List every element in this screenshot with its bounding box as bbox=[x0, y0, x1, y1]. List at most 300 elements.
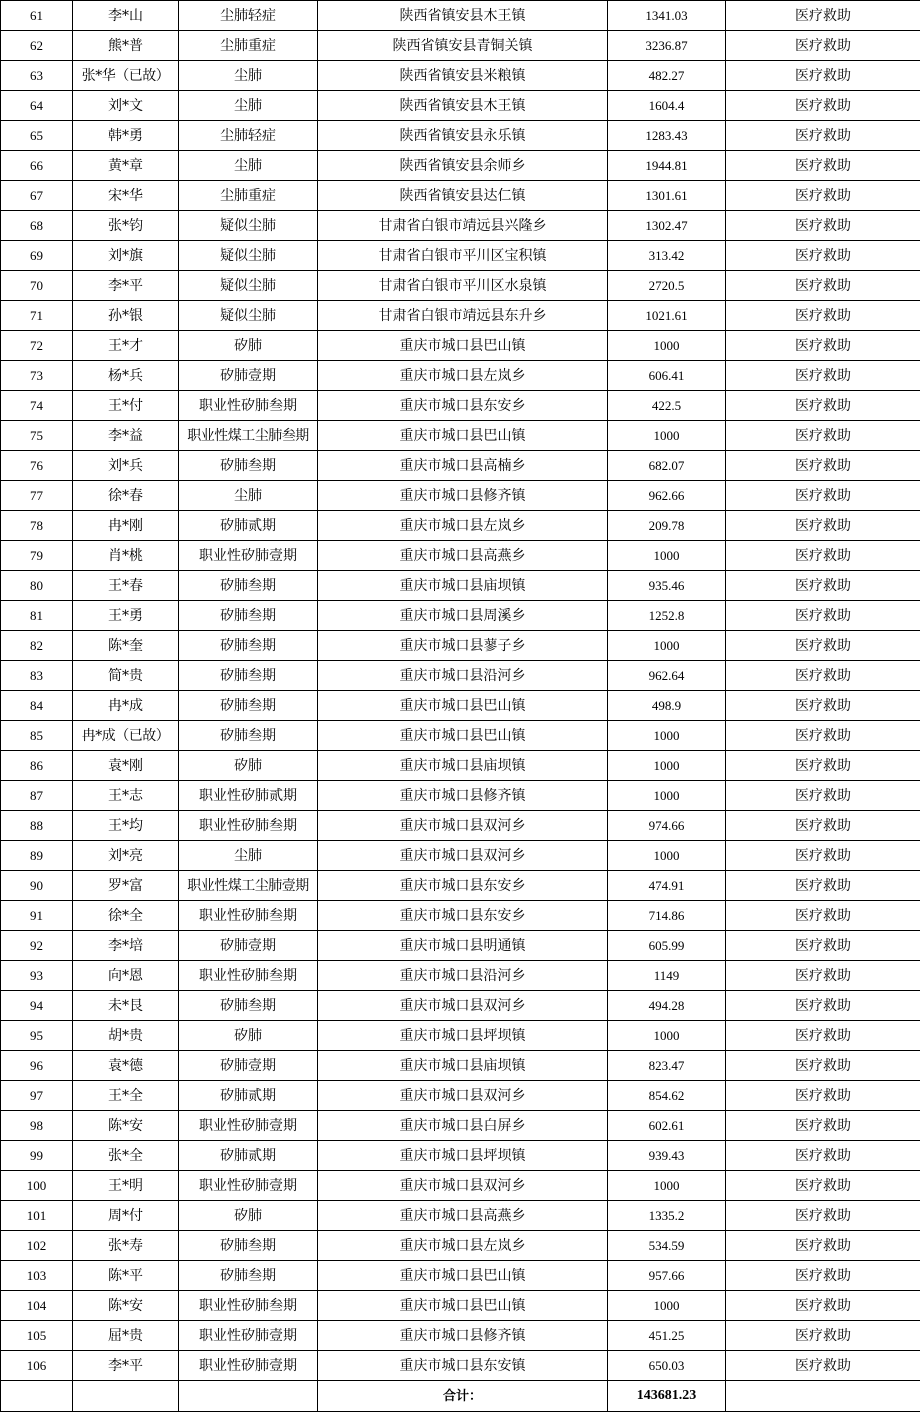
aid-type-cell: 医疗救助 bbox=[726, 1231, 920, 1261]
diagnosis-cell: 职业性矽肺贰期 bbox=[179, 781, 318, 811]
table-row bbox=[1, 241, 920, 271]
total-row bbox=[1, 1381, 920, 1412]
aid-amount-cell: 935.46 bbox=[608, 571, 726, 601]
address-cell: 甘肃省白银市平川区水泉镇 bbox=[318, 271, 608, 301]
aid-amount-cell: 1000 bbox=[608, 631, 726, 661]
diagnosis-cell: 疑似尘肺 bbox=[179, 271, 318, 301]
aid-type-cell: 医疗救助 bbox=[726, 361, 920, 391]
recipient-name-cell: 冉*刚 bbox=[73, 511, 179, 541]
row-number-cell: 94 bbox=[1, 991, 73, 1021]
aid-type-cell: 医疗救助 bbox=[726, 1291, 920, 1321]
recipient-name-cell: 陈*奎 bbox=[73, 631, 179, 661]
diagnosis-cell: 矽肺壹期 bbox=[179, 931, 318, 961]
diagnosis-cell: 矽肺叁期 bbox=[179, 991, 318, 1021]
address-cell: 甘肃省白银市靖远县兴隆乡 bbox=[318, 211, 608, 241]
table-row bbox=[1, 301, 920, 331]
row-number-cell: 99 bbox=[1, 1141, 73, 1171]
recipient-name-cell: 王*均 bbox=[73, 811, 179, 841]
table-row bbox=[1, 1081, 920, 1111]
aid-type-cell: 医疗救助 bbox=[726, 1261, 920, 1291]
aid-amount-cell: 3236.87 bbox=[608, 31, 726, 61]
aid-amount-cell: 962.64 bbox=[608, 661, 726, 691]
row-number-cell: 66 bbox=[1, 151, 73, 181]
total-label: 合计： bbox=[318, 1381, 608, 1412]
table-row bbox=[1, 481, 920, 511]
address-cell: 重庆市城口县白屏乡 bbox=[318, 1111, 608, 1141]
address-cell: 重庆市城口县双河乡 bbox=[318, 841, 608, 871]
row-number-cell: 85 bbox=[1, 721, 73, 751]
aid-amount-cell: 498.9 bbox=[608, 691, 726, 721]
diagnosis-cell: 矽肺叁期 bbox=[179, 631, 318, 661]
aid-type-cell: 医疗救助 bbox=[726, 511, 920, 541]
aid-amount-cell: 1000 bbox=[608, 781, 726, 811]
address-cell: 重庆市城口县东安乡 bbox=[318, 901, 608, 931]
recipient-name-cell: 杨*兵 bbox=[73, 361, 179, 391]
diagnosis-cell: 职业性矽肺叁期 bbox=[179, 811, 318, 841]
table-body bbox=[1, 1, 920, 1381]
diagnosis-cell: 职业性煤工尘肺叁期 bbox=[179, 421, 318, 451]
row-number-cell: 71 bbox=[1, 301, 73, 331]
row-number-cell: 103 bbox=[1, 1261, 73, 1291]
diagnosis-cell: 矽肺叁期 bbox=[179, 1231, 318, 1261]
recipient-name-cell: 王*才 bbox=[73, 331, 179, 361]
recipient-name-cell: 陈*安 bbox=[73, 1291, 179, 1321]
row-number-cell: 87 bbox=[1, 781, 73, 811]
row-number-cell: 97 bbox=[1, 1081, 73, 1111]
aid-type-cell: 医疗救助 bbox=[726, 1081, 920, 1111]
aid-amount-cell: 482.27 bbox=[608, 61, 726, 91]
table-row bbox=[1, 1201, 920, 1231]
table-row bbox=[1, 841, 920, 871]
aid-amount-cell: 962.66 bbox=[608, 481, 726, 511]
aid-type-cell: 医疗救助 bbox=[726, 1321, 920, 1351]
row-number-cell: 101 bbox=[1, 1201, 73, 1231]
recipient-name-cell: 王*明 bbox=[73, 1171, 179, 1201]
diagnosis-cell: 疑似尘肺 bbox=[179, 211, 318, 241]
aid-type-cell: 医疗救助 bbox=[726, 241, 920, 271]
aid-type-cell: 医疗救助 bbox=[726, 961, 920, 991]
table-row bbox=[1, 751, 920, 781]
aid-amount-cell: 682.07 bbox=[608, 451, 726, 481]
diagnosis-cell: 矽肺壹期 bbox=[179, 361, 318, 391]
aid-type-cell: 医疗救助 bbox=[726, 571, 920, 601]
table-row bbox=[1, 511, 920, 541]
recipient-name-cell: 张*钧 bbox=[73, 211, 179, 241]
recipient-name-cell: 陈*安 bbox=[73, 1111, 179, 1141]
address-cell: 重庆市城口县东安乡 bbox=[318, 871, 608, 901]
table-row bbox=[1, 1051, 920, 1081]
table-row bbox=[1, 391, 920, 421]
aid-amount-cell: 1000 bbox=[608, 721, 726, 751]
address-cell: 重庆市城口县高楠乡 bbox=[318, 451, 608, 481]
row-number-cell: 73 bbox=[1, 361, 73, 391]
row-number-cell: 106 bbox=[1, 1351, 73, 1381]
diagnosis-cell: 尘肺 bbox=[179, 151, 318, 181]
diagnosis-cell: 职业性矽肺叁期 bbox=[179, 901, 318, 931]
diagnosis-cell: 矽肺叁期 bbox=[179, 661, 318, 691]
aid-amount-cell: 1252.8 bbox=[608, 601, 726, 631]
row-number-cell: 105 bbox=[1, 1321, 73, 1351]
total-empty-cell bbox=[1, 1381, 73, 1412]
address-cell: 重庆市城口县巴山镇 bbox=[318, 1261, 608, 1291]
table-row bbox=[1, 361, 920, 391]
aid-amount-cell: 1021.61 bbox=[608, 301, 726, 331]
row-number-cell: 96 bbox=[1, 1051, 73, 1081]
diagnosis-cell: 尘肺轻症 bbox=[179, 1, 318, 31]
aid-type-cell: 医疗救助 bbox=[726, 211, 920, 241]
recipient-name-cell: 陈*平 bbox=[73, 1261, 179, 1291]
address-cell: 重庆市城口县修齐镇 bbox=[318, 1321, 608, 1351]
address-cell: 重庆市城口县修齐镇 bbox=[318, 781, 608, 811]
aid-amount-cell: 1000 bbox=[608, 841, 726, 871]
aid-amount-cell: 2720.5 bbox=[608, 271, 726, 301]
recipient-name-cell: 胡*贵 bbox=[73, 1021, 179, 1051]
row-number-cell: 88 bbox=[1, 811, 73, 841]
aid-type-cell: 医疗救助 bbox=[726, 151, 920, 181]
aid-amount-cell: 422.5 bbox=[608, 391, 726, 421]
total-empty-cell bbox=[726, 1381, 920, 1412]
row-number-cell: 91 bbox=[1, 901, 73, 931]
address-cell: 重庆市城口县双河乡 bbox=[318, 1171, 608, 1201]
address-cell: 重庆市城口县高燕乡 bbox=[318, 1201, 608, 1231]
diagnosis-cell: 矽肺叁期 bbox=[179, 451, 318, 481]
row-number-cell: 61 bbox=[1, 1, 73, 31]
address-cell: 重庆市城口县庙坝镇 bbox=[318, 571, 608, 601]
table-row bbox=[1, 811, 920, 841]
diagnosis-cell: 职业性矽肺壹期 bbox=[179, 1351, 318, 1381]
table-row bbox=[1, 1141, 920, 1171]
table-row bbox=[1, 661, 920, 691]
aid-type-cell: 医疗救助 bbox=[726, 661, 920, 691]
table-row bbox=[1, 331, 920, 361]
diagnosis-cell: 尘肺 bbox=[179, 841, 318, 871]
address-cell: 重庆市城口县坪坝镇 bbox=[318, 1021, 608, 1051]
aid-amount-cell: 1341.03 bbox=[608, 1, 726, 31]
diagnosis-cell: 职业性煤工尘肺壹期 bbox=[179, 871, 318, 901]
address-cell: 重庆市城口县庙坝镇 bbox=[318, 1051, 608, 1081]
diagnosis-cell: 疑似尘肺 bbox=[179, 241, 318, 271]
recipient-name-cell: 李*培 bbox=[73, 931, 179, 961]
aid-amount-cell: 1302.47 bbox=[608, 211, 726, 241]
diagnosis-cell: 疑似尘肺 bbox=[179, 301, 318, 331]
aid-amount-cell: 1000 bbox=[608, 421, 726, 451]
address-cell: 重庆市城口县巴山镇 bbox=[318, 691, 608, 721]
aid-type-cell: 医疗救助 bbox=[726, 451, 920, 481]
aid-type-cell: 医疗救助 bbox=[726, 1201, 920, 1231]
address-cell: 陕西省镇安县余师乡 bbox=[318, 151, 608, 181]
row-number-cell: 65 bbox=[1, 121, 73, 151]
aid-amount-cell: 1149 bbox=[608, 961, 726, 991]
aid-amount-cell: 957.66 bbox=[608, 1261, 726, 1291]
aid-amount-cell: 313.42 bbox=[608, 241, 726, 271]
table-row bbox=[1, 1231, 920, 1261]
address-cell: 重庆市城口县沿河乡 bbox=[318, 661, 608, 691]
address-cell: 甘肃省白银市平川区宝积镇 bbox=[318, 241, 608, 271]
address-cell: 重庆市城口县高燕乡 bbox=[318, 541, 608, 571]
aid-type-cell: 医疗救助 bbox=[726, 1111, 920, 1141]
diagnosis-cell: 矽肺 bbox=[179, 1021, 318, 1051]
recipient-name-cell: 向*恩 bbox=[73, 961, 179, 991]
recipient-name-cell: 刘*亮 bbox=[73, 841, 179, 871]
row-number-cell: 75 bbox=[1, 421, 73, 451]
diagnosis-cell: 职业性矽肺叁期 bbox=[179, 1291, 318, 1321]
recipient-name-cell: 袁*刚 bbox=[73, 751, 179, 781]
aid-type-cell: 医疗救助 bbox=[726, 1351, 920, 1381]
row-number-cell: 64 bbox=[1, 91, 73, 121]
aid-type-cell: 医疗救助 bbox=[726, 1021, 920, 1051]
diagnosis-cell: 职业性矽肺叁期 bbox=[179, 391, 318, 421]
aid-type-cell: 医疗救助 bbox=[726, 811, 920, 841]
diagnosis-cell: 矽肺叁期 bbox=[179, 571, 318, 601]
aid-amount-cell: 1604.4 bbox=[608, 91, 726, 121]
aid-type-cell: 医疗救助 bbox=[726, 391, 920, 421]
aid-amount-cell: 494.28 bbox=[608, 991, 726, 1021]
row-number-cell: 89 bbox=[1, 841, 73, 871]
diagnosis-cell: 矽肺壹期 bbox=[179, 1051, 318, 1081]
diagnosis-cell: 矽肺 bbox=[179, 331, 318, 361]
row-number-cell: 92 bbox=[1, 931, 73, 961]
aid-type-cell: 医疗救助 bbox=[726, 901, 920, 931]
aid-type-cell: 医疗救助 bbox=[726, 421, 920, 451]
address-cell: 重庆市城口县周溪乡 bbox=[318, 601, 608, 631]
row-number-cell: 77 bbox=[1, 481, 73, 511]
table-row bbox=[1, 1021, 920, 1051]
aid-type-cell: 医疗救助 bbox=[726, 871, 920, 901]
aid-amount-cell: 451.25 bbox=[608, 1321, 726, 1351]
table-row bbox=[1, 1261, 920, 1291]
address-cell: 重庆市城口县巴山镇 bbox=[318, 1291, 608, 1321]
row-number-cell: 82 bbox=[1, 631, 73, 661]
row-number-cell: 74 bbox=[1, 391, 73, 421]
table-row bbox=[1, 871, 920, 901]
address-cell: 重庆市城口县巴山镇 bbox=[318, 421, 608, 451]
address-cell: 陕西省镇安县达仁镇 bbox=[318, 181, 608, 211]
diagnosis-cell: 尘肺重症 bbox=[179, 181, 318, 211]
recipient-name-cell: 李*益 bbox=[73, 421, 179, 451]
diagnosis-cell: 矽肺叁期 bbox=[179, 601, 318, 631]
aid-amount-cell: 534.59 bbox=[608, 1231, 726, 1261]
diagnosis-cell: 矽肺叁期 bbox=[179, 691, 318, 721]
diagnosis-cell: 尘肺轻症 bbox=[179, 121, 318, 151]
aid-amount-cell: 823.47 bbox=[608, 1051, 726, 1081]
address-cell: 陕西省镇安县永乐镇 bbox=[318, 121, 608, 151]
total-amount: 143681.23 bbox=[608, 1381, 726, 1412]
diagnosis-cell: 矽肺贰期 bbox=[179, 1141, 318, 1171]
row-number-cell: 80 bbox=[1, 571, 73, 601]
aid-amount-cell: 1000 bbox=[608, 1291, 726, 1321]
address-cell: 重庆市城口县东安镇 bbox=[318, 1351, 608, 1381]
address-cell: 陕西省镇安县木王镇 bbox=[318, 1, 608, 31]
recipient-name-cell: 李*平 bbox=[73, 1351, 179, 1381]
address-cell: 重庆市城口县东安乡 bbox=[318, 391, 608, 421]
aid-amount-cell: 1000 bbox=[608, 751, 726, 781]
table-row bbox=[1, 991, 920, 1021]
address-cell: 重庆市城口县蓼子乡 bbox=[318, 631, 608, 661]
aid-type-cell: 医疗救助 bbox=[726, 121, 920, 151]
row-number-cell: 67 bbox=[1, 181, 73, 211]
aid-amount-cell: 1000 bbox=[608, 1021, 726, 1051]
diagnosis-cell: 矽肺叁期 bbox=[179, 1261, 318, 1291]
table-row bbox=[1, 1291, 920, 1321]
aid-amount-cell: 854.62 bbox=[608, 1081, 726, 1111]
row-number-cell: 63 bbox=[1, 61, 73, 91]
aid-amount-cell: 1000 bbox=[608, 1171, 726, 1201]
table-row bbox=[1, 931, 920, 961]
recipient-name-cell: 简*贵 bbox=[73, 661, 179, 691]
diagnosis-cell: 职业性矽肺壹期 bbox=[179, 1321, 318, 1351]
aid-type-cell: 医疗救助 bbox=[726, 1141, 920, 1171]
address-cell: 重庆市城口县修齐镇 bbox=[318, 481, 608, 511]
aid-type-cell: 医疗救助 bbox=[726, 181, 920, 211]
table-row bbox=[1, 211, 920, 241]
aid-type-cell: 医疗救助 bbox=[726, 541, 920, 571]
aid-type-cell: 医疗救助 bbox=[726, 931, 920, 961]
diagnosis-cell: 职业性矽肺壹期 bbox=[179, 541, 318, 571]
row-number-cell: 98 bbox=[1, 1111, 73, 1141]
diagnosis-cell: 矽肺贰期 bbox=[179, 1081, 318, 1111]
diagnosis-cell: 矽肺 bbox=[179, 751, 318, 781]
recipient-name-cell: 徐*全 bbox=[73, 901, 179, 931]
aid-type-cell: 医疗救助 bbox=[726, 31, 920, 61]
address-cell: 甘肃省白银市靖远县东升乡 bbox=[318, 301, 608, 331]
address-cell: 重庆市城口县左岚乡 bbox=[318, 511, 608, 541]
recipient-name-cell: 孙*银 bbox=[73, 301, 179, 331]
diagnosis-cell: 职业性矽肺壹期 bbox=[179, 1111, 318, 1141]
address-cell: 重庆市城口县双河乡 bbox=[318, 991, 608, 1021]
table-row bbox=[1, 451, 920, 481]
recipient-name-cell: 周*付 bbox=[73, 1201, 179, 1231]
aid-amount-cell: 605.99 bbox=[608, 931, 726, 961]
row-number-cell: 93 bbox=[1, 961, 73, 991]
diagnosis-cell: 职业性矽肺叁期 bbox=[179, 961, 318, 991]
row-number-cell: 95 bbox=[1, 1021, 73, 1051]
row-number-cell: 68 bbox=[1, 211, 73, 241]
row-number-cell: 81 bbox=[1, 601, 73, 631]
recipient-name-cell: 刘*文 bbox=[73, 91, 179, 121]
aid-amount-cell: 1000 bbox=[608, 541, 726, 571]
table-row bbox=[1, 961, 920, 991]
address-cell: 陕西省镇安县木王镇 bbox=[318, 91, 608, 121]
table-row bbox=[1, 61, 920, 91]
aid-type-cell: 医疗救助 bbox=[726, 751, 920, 781]
row-number-cell: 78 bbox=[1, 511, 73, 541]
table-row bbox=[1, 721, 920, 751]
diagnosis-cell: 尘肺 bbox=[179, 61, 318, 91]
diagnosis-cell: 尘肺 bbox=[179, 91, 318, 121]
row-number-cell: 79 bbox=[1, 541, 73, 571]
aid-type-cell: 医疗救助 bbox=[726, 1, 920, 31]
diagnosis-cell: 职业性矽肺壹期 bbox=[179, 1171, 318, 1201]
recipient-name-cell: 刘*兵 bbox=[73, 451, 179, 481]
aid-type-cell: 医疗救助 bbox=[726, 61, 920, 91]
aid-amount-cell: 1000 bbox=[608, 331, 726, 361]
address-cell: 重庆市城口县巴山镇 bbox=[318, 331, 608, 361]
row-number-cell: 102 bbox=[1, 1231, 73, 1261]
diagnosis-cell: 矽肺叁期 bbox=[179, 721, 318, 751]
address-cell: 陕西省镇安县青铜关镇 bbox=[318, 31, 608, 61]
recipient-name-cell: 肖*桃 bbox=[73, 541, 179, 571]
recipient-name-cell: 王*志 bbox=[73, 781, 179, 811]
address-cell: 陕西省镇安县米粮镇 bbox=[318, 61, 608, 91]
recipient-name-cell: 李*山 bbox=[73, 1, 179, 31]
table-row bbox=[1, 691, 920, 721]
aid-amount-cell: 1283.43 bbox=[608, 121, 726, 151]
recipient-name-cell: 屈*贵 bbox=[73, 1321, 179, 1351]
aid-type-cell: 医疗救助 bbox=[726, 781, 920, 811]
aid-type-cell: 医疗救助 bbox=[726, 601, 920, 631]
address-cell: 重庆市城口县巴山镇 bbox=[318, 721, 608, 751]
aid-type-cell: 医疗救助 bbox=[726, 721, 920, 751]
aid-type-cell: 医疗救助 bbox=[726, 991, 920, 1021]
aid-type-cell: 医疗救助 bbox=[726, 91, 920, 121]
total-empty-cell bbox=[73, 1381, 179, 1412]
recipient-name-cell: 张*寿 bbox=[73, 1231, 179, 1261]
address-cell: 重庆市城口县双河乡 bbox=[318, 1081, 608, 1111]
recipient-name-cell: 宋*华 bbox=[73, 181, 179, 211]
total-empty-cell bbox=[179, 1381, 318, 1412]
aid-amount-cell: 974.66 bbox=[608, 811, 726, 841]
aid-amount-cell: 1301.61 bbox=[608, 181, 726, 211]
table-row bbox=[1, 631, 920, 661]
row-number-cell: 62 bbox=[1, 31, 73, 61]
recipient-name-cell: 熊*普 bbox=[73, 31, 179, 61]
row-number-cell: 100 bbox=[1, 1171, 73, 1201]
row-number-cell: 69 bbox=[1, 241, 73, 271]
diagnosis-cell: 矽肺贰期 bbox=[179, 511, 318, 541]
address-cell: 重庆市城口县坪坝镇 bbox=[318, 1141, 608, 1171]
row-number-cell: 90 bbox=[1, 871, 73, 901]
table-row bbox=[1, 541, 920, 571]
address-cell: 重庆市城口县双河乡 bbox=[318, 811, 608, 841]
recipient-name-cell: 冉*成（已故） bbox=[73, 721, 179, 751]
aid-type-cell: 医疗救助 bbox=[726, 1171, 920, 1201]
aid-type-cell: 医疗救助 bbox=[726, 331, 920, 361]
table-row bbox=[1, 1171, 920, 1201]
row-number-cell: 70 bbox=[1, 271, 73, 301]
aid-amount-cell: 602.61 bbox=[608, 1111, 726, 1141]
aid-amount-cell: 939.43 bbox=[608, 1141, 726, 1171]
recipient-name-cell: 袁*德 bbox=[73, 1051, 179, 1081]
address-cell: 重庆市城口县沿河乡 bbox=[318, 961, 608, 991]
address-cell: 重庆市城口县庙坝镇 bbox=[318, 751, 608, 781]
row-number-cell: 72 bbox=[1, 331, 73, 361]
table-row bbox=[1, 901, 920, 931]
row-number-cell: 104 bbox=[1, 1291, 73, 1321]
table-row bbox=[1, 601, 920, 631]
aid-type-cell: 医疗救助 bbox=[726, 631, 920, 661]
table-row bbox=[1, 1111, 920, 1141]
address-cell: 重庆市城口县左岚乡 bbox=[318, 361, 608, 391]
row-number-cell: 84 bbox=[1, 691, 73, 721]
aid-type-cell: 医疗救助 bbox=[726, 1051, 920, 1081]
recipient-name-cell: 王*付 bbox=[73, 391, 179, 421]
table-row bbox=[1, 271, 920, 301]
table-row bbox=[1, 1351, 920, 1381]
table-row bbox=[1, 781, 920, 811]
table-row bbox=[1, 91, 920, 121]
row-number-cell: 76 bbox=[1, 451, 73, 481]
recipient-name-cell: 刘*旗 bbox=[73, 241, 179, 271]
aid-type-cell: 医疗救助 bbox=[726, 841, 920, 871]
recipient-name-cell: 张*华（已故） bbox=[73, 61, 179, 91]
aid-amount-cell: 606.41 bbox=[608, 361, 726, 391]
table-row bbox=[1, 121, 920, 151]
recipient-name-cell: 未*艮 bbox=[73, 991, 179, 1021]
table-row bbox=[1, 31, 920, 61]
recipient-name-cell: 李*平 bbox=[73, 271, 179, 301]
aid-type-cell: 医疗救助 bbox=[726, 481, 920, 511]
diagnosis-cell: 尘肺重症 bbox=[179, 31, 318, 61]
